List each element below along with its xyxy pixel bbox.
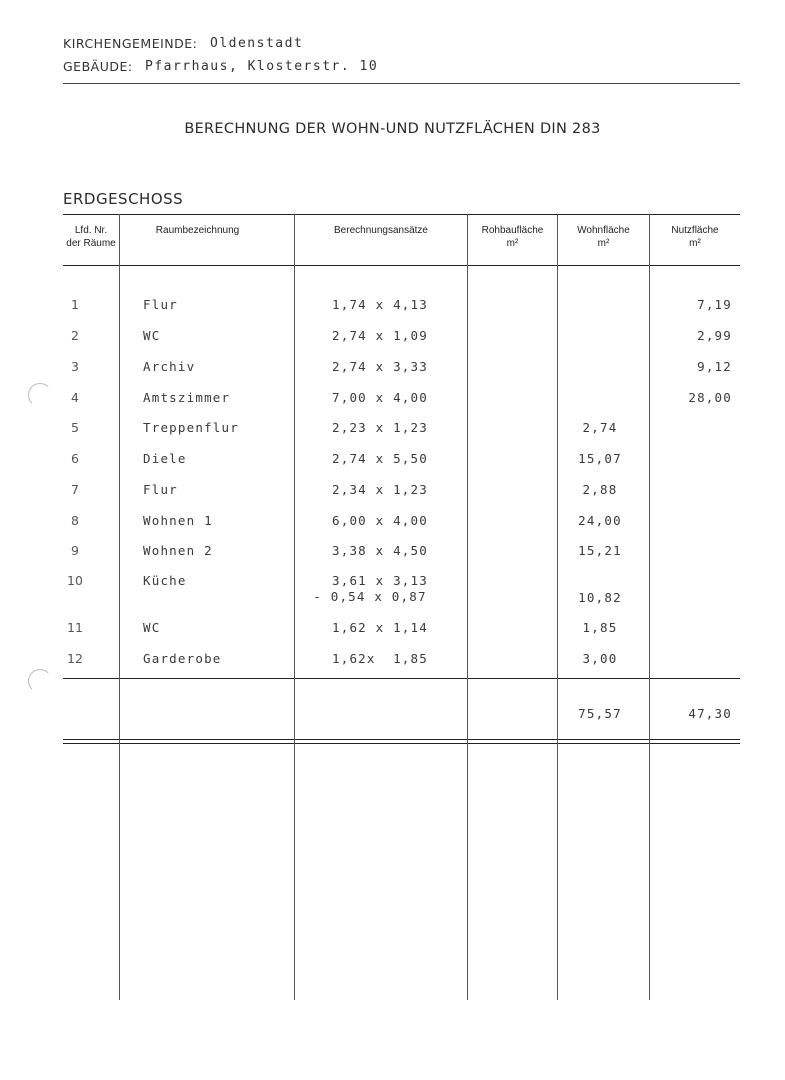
row-11-calc: 1,62 x 1,14 [332, 620, 428, 635]
row-3-nutz: 9,12 [697, 359, 732, 374]
punch-hole-bottom [28, 669, 52, 693]
row-8-wohn: 24,00 [578, 513, 622, 528]
col-header-nutz-unit: m² [689, 238, 701, 249]
row-2-calc: 2,74 x 1,09 [332, 328, 428, 343]
row-6-wohn: 15,07 [578, 451, 622, 466]
table-sum-rule [63, 678, 740, 679]
row-4-calc: 7,00 x 4,00 [332, 390, 428, 405]
section-title: ERDGESCHOSS [63, 190, 184, 208]
row-5-calc: 2,23 x 1,23 [332, 420, 428, 435]
row-7-nr: 7 [71, 482, 79, 497]
col-header-raum: Raumbezeichnung [155, 225, 240, 236]
page-title: BERECHNUNG DER WOHN-UND NUTZFLÄCHEN DIN 283 [184, 121, 601, 137]
row-5-name: Treppenflur [143, 420, 239, 435]
col-divider-3 [467, 214, 468, 1000]
row-8-name: Wohnen 1 [143, 513, 213, 528]
row-8-calc: 6,00 x 4,00 [332, 513, 428, 528]
col-header-rohbau [468, 224, 557, 250]
row-3-calc: 2,74 x 3,33 [332, 359, 428, 374]
row-6-name: Diele [143, 451, 187, 466]
row-1-name: Flur [143, 297, 178, 312]
row-5-nr: 5 [71, 420, 79, 435]
col-header-nutz-line1: Nutzfläche [671, 225, 719, 236]
row-4-name: Amtszimmer [143, 390, 231, 405]
row-10-nr: 10 [67, 573, 83, 588]
punch-hole-top [28, 383, 52, 407]
row-2-nr: 2 [71, 328, 79, 343]
row-11-nr: 11 [67, 620, 83, 635]
row-7-name: Flur [143, 482, 178, 497]
col-header-wohn [558, 224, 649, 250]
gebaeude-value: Pfarrhaus, Klosterstr. 10 [145, 59, 379, 74]
row-1-nutz: 7,19 [697, 297, 732, 312]
col-divider-4 [557, 214, 558, 1000]
total-wohnflaeche: 75,57 [578, 706, 622, 721]
row-2-nutz: 2,99 [697, 328, 732, 343]
row-8-nr: 8 [71, 513, 79, 528]
row-4-nutz: 28,00 [688, 390, 732, 405]
row-9-name: Wohnen 2 [143, 543, 213, 558]
row-12-nr: 12 [67, 651, 83, 666]
kirchengemeinde-value: Oldenstadt [210, 36, 304, 51]
row-5-wohn: 2,74 [582, 420, 618, 435]
col-divider-1 [119, 214, 120, 1000]
table-double-rule-1 [63, 739, 740, 740]
gebaeude-label: GEBÄUDE: [63, 59, 133, 74]
row-6-calc: 2,74 x 5,50 [332, 451, 428, 466]
col-divider-5 [649, 214, 650, 1000]
col-header-wohn-line1: Wohnfläche [577, 225, 630, 236]
col-header-nutz [650, 224, 740, 250]
row-7-wohn: 2,88 [582, 482, 618, 497]
col-divider-2 [294, 214, 295, 1000]
row-11-name: WC [143, 620, 161, 635]
kirchengemeinde-label: KIRCHENGEMEINDE: [63, 36, 198, 51]
col-header-lfd-line2: der Räume [66, 238, 116, 249]
row-10-wohn: 10,82 [578, 590, 622, 605]
col-header-berechnung: Berechnungsansätze [334, 225, 428, 236]
row-11-wohn: 1,85 [582, 620, 618, 635]
row-12-name: Garderobe [143, 651, 222, 666]
table-header-rule [63, 265, 740, 266]
row-10-calc: 3,61 x 3,13 [332, 573, 428, 588]
table-top-rule [63, 214, 740, 215]
row-2-name: WC [143, 328, 161, 343]
row-9-wohn: 15,21 [578, 543, 622, 558]
row-7-calc: 2,34 x 1,23 [332, 482, 428, 497]
col-header-rohbau-unit: m² [506, 238, 519, 249]
row-3-nr: 3 [71, 359, 79, 374]
total-nutzflaeche: 47,30 [688, 706, 732, 721]
row-4-nr: 4 [71, 390, 79, 405]
col-header-rohbau-line1: Rohbaufläche [481, 225, 544, 236]
row-1-calc: 1,74 x 4,13 [332, 297, 428, 312]
row-1-nr: 1 [71, 297, 79, 312]
col-header-lfd [60, 224, 122, 250]
row-12-calc: 1,62x 1,85 [332, 651, 428, 666]
row-10-calc-line2: - 0,54 x 0,87 [313, 589, 427, 604]
header-divider [63, 83, 740, 84]
row-6-nr: 6 [71, 451, 79, 466]
col-header-lfd-line1: Lfd. Nr. [74, 225, 108, 236]
row-10-name: Küche [143, 573, 187, 588]
row-9-calc: 3,38 x 4,50 [332, 543, 428, 558]
table-double-rule-2 [63, 743, 740, 744]
row-3-name: Archiv [143, 359, 196, 374]
row-9-nr: 9 [71, 543, 79, 558]
row-12-wohn: 3,00 [582, 651, 618, 666]
col-header-wohn-unit: m² [597, 238, 610, 249]
